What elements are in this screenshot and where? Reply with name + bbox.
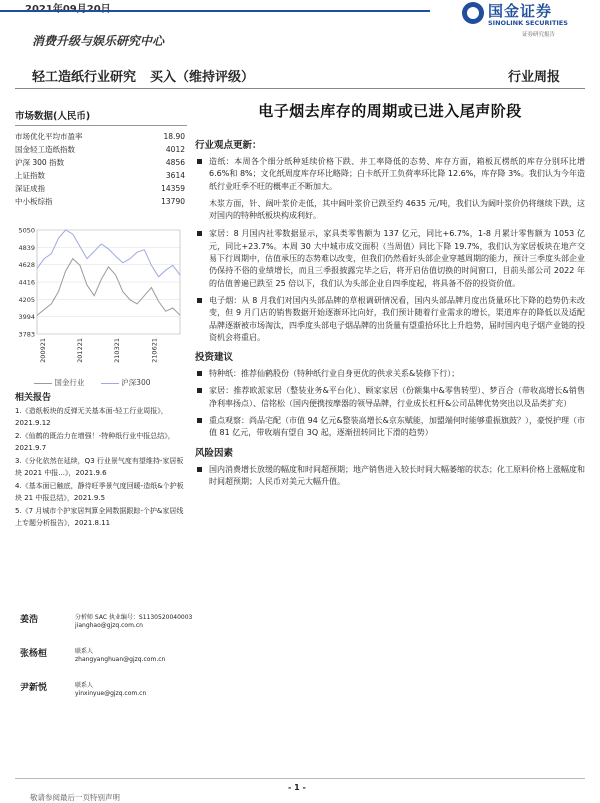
- author-name: 尹新悦: [20, 683, 48, 693]
- industry-line: [32, 66, 254, 85]
- report-title: 电子烟去库存的周期或已进入尾声阶段: [258, 102, 522, 120]
- legend-line-hs300-icon: [101, 383, 119, 384]
- legend-hs300: 沪深300: [121, 378, 151, 387]
- report-item[interactable]: 1.《造纸板块的反弹无关基本面-轻工行业周报》，2021.9.12: [15, 407, 168, 427]
- y-tick-label: 5050: [18, 226, 35, 235]
- reports-list: [15, 406, 190, 529]
- y-tick-label: 3783: [18, 330, 35, 339]
- author: [15, 680, 215, 710]
- market-value: 14359: [161, 184, 185, 193]
- view-home: 家居：8 月国内社零数据显示，家具类零售额为 137 亿元，同比+6.7%，1-8 月累计零售额为 1053 亿元，同比+23.7%。本周 30 大中城市成交面积（当周值）同比下降 19.7%，我们认为家居板块在地产交易下行周期中，估值承压的态势难以改变，但我们仍然看好头部企业穿越周期的能力，预计三季度头部企业仍保持不俗的业绩增长，而且三季报披露完毕之后，将开启估值切换的时间窗口，目前头部公司 2022 年的估值普遍已跌至 25 倍以下，我们认为头部企业自四季度起，将具备不俗的投资价值。: [195, 228, 585, 289]
- x-tick-label: 210321: [113, 338, 122, 363]
- author-name: 姜浩: [20, 615, 39, 625]
- market-label: 上证指数: [15, 171, 45, 180]
- page-number: - 1 -: [288, 783, 306, 792]
- report-type: 行业周报: [508, 70, 561, 85]
- risk-heading: 风险因素: [195, 447, 234, 459]
- view-heading: 行业观点更新：: [195, 140, 262, 151]
- y-tick-label: 4205: [18, 295, 35, 304]
- legend-industry: 国金行业: [54, 378, 85, 387]
- author-title: 分析师 SAC 执业编号：S1130520040003: [75, 614, 193, 621]
- market-row: [15, 143, 187, 156]
- author-email[interactable]: zhangyanghuan@gjzq.com.cn: [75, 656, 166, 663]
- y-tick-label: 4839: [18, 243, 35, 252]
- top-rule: [0, 10, 430, 12]
- y-tick-label: 4628: [18, 261, 35, 270]
- advice-item: 重点观察：尚品宅配（市值 94 亿元&整装高增长&京东赋能，加盟端何时能够重振旗鼓？），豪悦护理（市值 81 亿元，带收端有望自 3Q 起，逐渐扭转同比下滑的趋势）: [195, 415, 585, 440]
- market-row: [15, 169, 187, 182]
- market-data: [15, 108, 187, 208]
- header-rule: [15, 88, 585, 89]
- related-reports: [15, 390, 190, 531]
- series-line-0: [37, 259, 180, 316]
- author: [15, 646, 215, 676]
- market-label: 沪深 300 指数: [15, 158, 65, 167]
- view-paper: 造纸：本周各个细分纸种延续价格下跌、井工率降低的态势、库存方面，箱板瓦楞纸的库存分别环比增 6.6%和 8%；文化纸周度库存环比略降；白卡纸开工负荷率环比降 12.6%，库存降 3%。我们认为今年造纸行业旺季不旺的概率正不断加大。: [195, 156, 585, 193]
- logo-sub: 证券研究报告: [522, 32, 556, 38]
- advice-heading: 投资建议: [195, 352, 234, 364]
- market-row: [15, 130, 187, 143]
- market-label: 深证成指: [15, 184, 45, 193]
- series-line-1: [37, 230, 180, 277]
- research-center: 消费升级与娱乐研究中心: [32, 34, 165, 48]
- x-tick-label: 201221: [76, 338, 85, 363]
- report-item[interactable]: 5.《7 月城市个护家居判算全网数据跟踪-个护&家居线上专题分析报告》，2021.8.11: [15, 507, 184, 527]
- risk-item: 国内消费增长放缓的幅度和时间超预期；地产销售进入较长时间大幅萎缩的状态；化工原料价格上涨幅度和时间超预期；人民币对美元大幅升值。: [195, 464, 585, 489]
- author: [15, 612, 215, 642]
- author-name: 张杨桓: [20, 649, 48, 659]
- author-title: 联系人: [75, 648, 94, 655]
- market-value: 4012: [165, 145, 185, 154]
- chart-legend: [34, 377, 151, 388]
- advice-item: 家居：推荐欧派家居（整装业务&平台化）、顾家家居（份额集中&零售转型）、梦百合（带收高增长&销售净利率扬点）、信铭松（国内便携按摩器的领导品牌，行业成长杠杆&公司品牌优势突出以及品类扩充）: [195, 385, 585, 410]
- brand-logo: [462, 0, 592, 40]
- legend-line-industry-icon: [34, 383, 52, 384]
- market-value: 4856: [165, 158, 185, 167]
- footer-rule: [15, 778, 585, 779]
- view-pulp: 木浆方面，针、阔叶浆价走低，其中阔叶浆价已跌至约 4635 元/吨，我们认为阔叶浆价仍将继续下跌，这对国内的特种纸板块构成利好。: [209, 198, 585, 221]
- view-ecig: 电子烟：从 8 月我们对国内头部品牌的草根调研情况看，国内头部品牌月度出货量环比下降的趋势仍未改变，但 9 月门店的销售数据开始逐渐环比向好，我们预计随着行业需求的增长，渠道库存的降低以及适配品牌逐渐被市场淘汰，四季度头部电子烟品牌的出货量有望重拾环比上升趋势，届时国内电子烟产业链的投资机会将重启。: [195, 295, 585, 344]
- logo-cn: 国金证券: [488, 2, 553, 20]
- market-title: 市场数据(人民币): [15, 108, 187, 126]
- market-value: 3614: [165, 171, 185, 180]
- advice-item: 特种纸：推荐仙鹤股份（特种纸行业自身更优的供求关系&装修下行）；: [195, 368, 585, 380]
- main-content: [195, 100, 585, 493]
- market-label: 国金轻工造纸指数: [15, 145, 75, 154]
- reports-title: 相关报告: [15, 393, 52, 403]
- author-title: 联系人: [75, 682, 94, 689]
- report-item[interactable]: 3.《分化依然在延续，Q3 行业景气度有望维持-家居板块 2021 中报...》，2021.9.6: [15, 457, 184, 477]
- market-label: 中小板综指: [15, 197, 53, 206]
- logo-en: SINOLINK SECURITIES: [488, 19, 568, 27]
- industry-name: 轻工造纸行业研究: [32, 70, 137, 85]
- report-item[interactable]: 2.《仙鹤的既治力在增强！-特种纸行业中报总结》，2021.9.7: [15, 432, 175, 452]
- y-tick-label: 3994: [18, 313, 35, 322]
- author-email[interactable]: jianghao@gjzq.com.cn: [75, 622, 143, 629]
- market-value: 18.90: [163, 132, 185, 141]
- market-row: [15, 156, 187, 169]
- report-date: [25, 0, 111, 15]
- report-item[interactable]: 4.《基本面已触底，静待旺季景气度回暖-造纸&个护板块 21 中报总结》，2021.9.5: [15, 482, 184, 502]
- rating: 买入（维持评级）: [150, 70, 255, 85]
- disclaimer: 敬请参阅最后一页特别声明: [30, 793, 120, 802]
- author-email[interactable]: yinxinyue@gjzq.com.cn: [75, 690, 147, 697]
- logo-icon: [462, 2, 484, 24]
- index-chart: [15, 222, 187, 372]
- x-tick-label: 210621: [150, 338, 159, 363]
- authors: [15, 612, 215, 714]
- market-label: 市场优化平均市盈率: [15, 132, 83, 141]
- y-tick-label: 4416: [18, 278, 35, 287]
- market-value: 13790: [161, 197, 185, 206]
- market-row: [15, 195, 187, 208]
- market-row: [15, 182, 187, 195]
- market-rows: [15, 130, 187, 208]
- x-tick-label: 200921: [39, 338, 47, 363]
